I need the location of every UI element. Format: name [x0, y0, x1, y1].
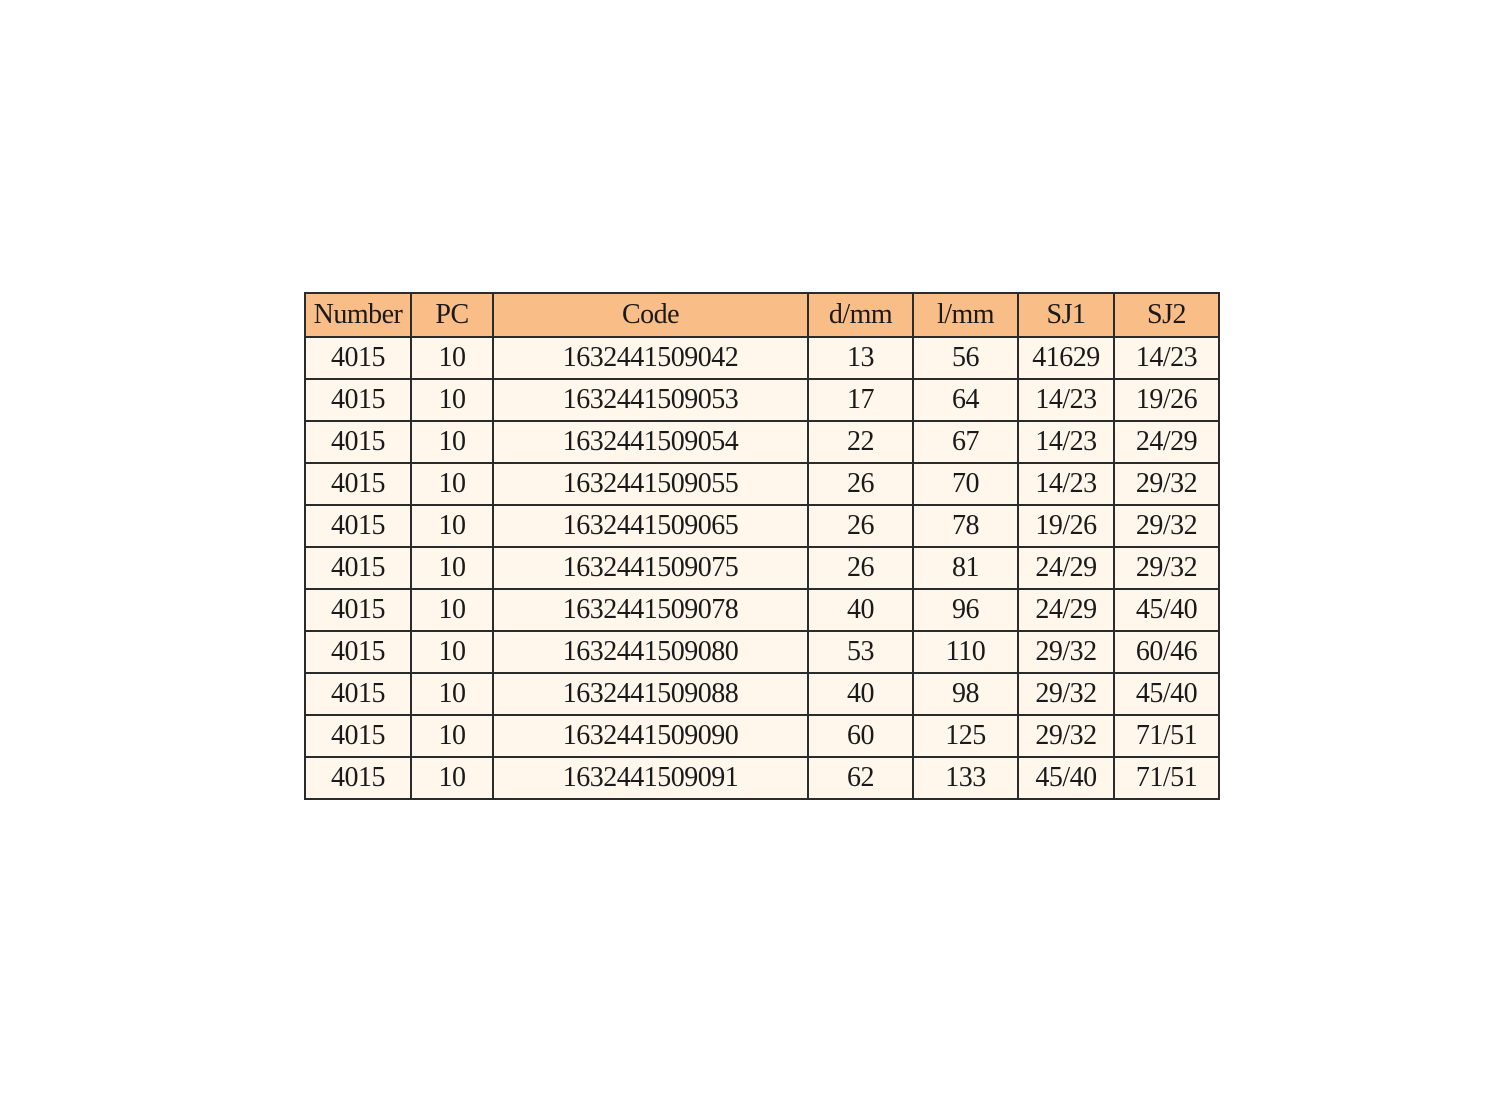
- cell-number: 4015: [305, 337, 411, 379]
- cell-pc: 10: [411, 547, 493, 589]
- cell-sj1: 29/32: [1018, 673, 1114, 715]
- cell-pc: 10: [411, 757, 493, 799]
- cell-d-mm: 26: [808, 547, 913, 589]
- cell-pc: 10: [411, 463, 493, 505]
- table-row: [305, 631, 1219, 673]
- cell-sj2: 71/51: [1114, 757, 1219, 799]
- cell-l-mm: 98: [913, 673, 1018, 715]
- cell-number: 4015: [305, 379, 411, 421]
- cell-code: 1632441509080: [493, 631, 808, 673]
- cell-code: 1632441509042: [493, 337, 808, 379]
- cell-pc: 10: [411, 421, 493, 463]
- cell-sj2: 60/46: [1114, 631, 1219, 673]
- cell-l-mm: 56: [913, 337, 1018, 379]
- cell-code: 1632441509088: [493, 673, 808, 715]
- cell-number: 4015: [305, 421, 411, 463]
- cell-code: 1632441509075: [493, 547, 808, 589]
- header-l-mm: l/mm: [913, 293, 1018, 337]
- cell-code: 1632441509065: [493, 505, 808, 547]
- cell-sj2: 45/40: [1114, 589, 1219, 631]
- table-row: [305, 673, 1219, 715]
- cell-sj2: 29/32: [1114, 547, 1219, 589]
- cell-d-mm: 13: [808, 337, 913, 379]
- cell-l-mm: 78: [913, 505, 1018, 547]
- cell-pc: 10: [411, 673, 493, 715]
- cell-d-mm: 62: [808, 757, 913, 799]
- cell-d-mm: 40: [808, 673, 913, 715]
- cell-pc: 10: [411, 715, 493, 757]
- table-row: [305, 715, 1219, 757]
- table-row: [305, 505, 1219, 547]
- cell-code: 1632441509053: [493, 379, 808, 421]
- cell-pc: 10: [411, 337, 493, 379]
- cell-sj1: 29/32: [1018, 631, 1114, 673]
- cell-sj1: 14/23: [1018, 463, 1114, 505]
- cell-number: 4015: [305, 547, 411, 589]
- cell-l-mm: 70: [913, 463, 1018, 505]
- cell-sj2: 29/32: [1114, 463, 1219, 505]
- cell-number: 4015: [305, 673, 411, 715]
- cell-sj2: 29/32: [1114, 505, 1219, 547]
- cell-pc: 10: [411, 379, 493, 421]
- cell-l-mm: 125: [913, 715, 1018, 757]
- spec-table: [304, 292, 1220, 800]
- cell-number: 4015: [305, 505, 411, 547]
- cell-sj1: 29/32: [1018, 715, 1114, 757]
- cell-l-mm: 110: [913, 631, 1018, 673]
- cell-code: 1632441509055: [493, 463, 808, 505]
- table-row: [305, 757, 1219, 799]
- table-body: [305, 337, 1219, 799]
- cell-pc: 10: [411, 631, 493, 673]
- header-pc: PC: [411, 293, 493, 337]
- cell-d-mm: 26: [808, 463, 913, 505]
- cell-sj1: 24/29: [1018, 589, 1114, 631]
- table-row: [305, 337, 1219, 379]
- header-number: Number: [305, 293, 411, 337]
- cell-sj1: 14/23: [1018, 379, 1114, 421]
- table-header-row: [305, 293, 1219, 337]
- cell-code: 1632441509091: [493, 757, 808, 799]
- table-row: [305, 379, 1219, 421]
- cell-sj1: 41629: [1018, 337, 1114, 379]
- table-row: [305, 547, 1219, 589]
- header-sj2: SJ2: [1114, 293, 1219, 337]
- cell-sj2: 19/26: [1114, 379, 1219, 421]
- cell-pc: 10: [411, 589, 493, 631]
- header-code: Code: [493, 293, 808, 337]
- table-row: [305, 421, 1219, 463]
- cell-sj2: 71/51: [1114, 715, 1219, 757]
- cell-number: 4015: [305, 463, 411, 505]
- cell-sj1: 24/29: [1018, 547, 1114, 589]
- table-row: [305, 589, 1219, 631]
- cell-sj1: 45/40: [1018, 757, 1114, 799]
- cell-sj1: 14/23: [1018, 421, 1114, 463]
- cell-code: 1632441509090: [493, 715, 808, 757]
- cell-d-mm: 40: [808, 589, 913, 631]
- cell-pc: 10: [411, 505, 493, 547]
- cell-sj2: 45/40: [1114, 673, 1219, 715]
- header-sj1: SJ1: [1018, 293, 1114, 337]
- cell-d-mm: 26: [808, 505, 913, 547]
- cell-number: 4015: [305, 589, 411, 631]
- cell-sj2: 24/29: [1114, 421, 1219, 463]
- cell-l-mm: 133: [913, 757, 1018, 799]
- cell-d-mm: 53: [808, 631, 913, 673]
- cell-number: 4015: [305, 631, 411, 673]
- cell-sj2: 14/23: [1114, 337, 1219, 379]
- cell-l-mm: 81: [913, 547, 1018, 589]
- cell-sj1: 19/26: [1018, 505, 1114, 547]
- header-d-mm: d/mm: [808, 293, 913, 337]
- cell-number: 4015: [305, 757, 411, 799]
- cell-l-mm: 96: [913, 589, 1018, 631]
- cell-l-mm: 64: [913, 379, 1018, 421]
- cell-d-mm: 17: [808, 379, 913, 421]
- table-row: [305, 463, 1219, 505]
- cell-code: 1632441509078: [493, 589, 808, 631]
- cell-l-mm: 67: [913, 421, 1018, 463]
- cell-number: 4015: [305, 715, 411, 757]
- cell-d-mm: 60: [808, 715, 913, 757]
- cell-d-mm: 22: [808, 421, 913, 463]
- cell-code: 1632441509054: [493, 421, 808, 463]
